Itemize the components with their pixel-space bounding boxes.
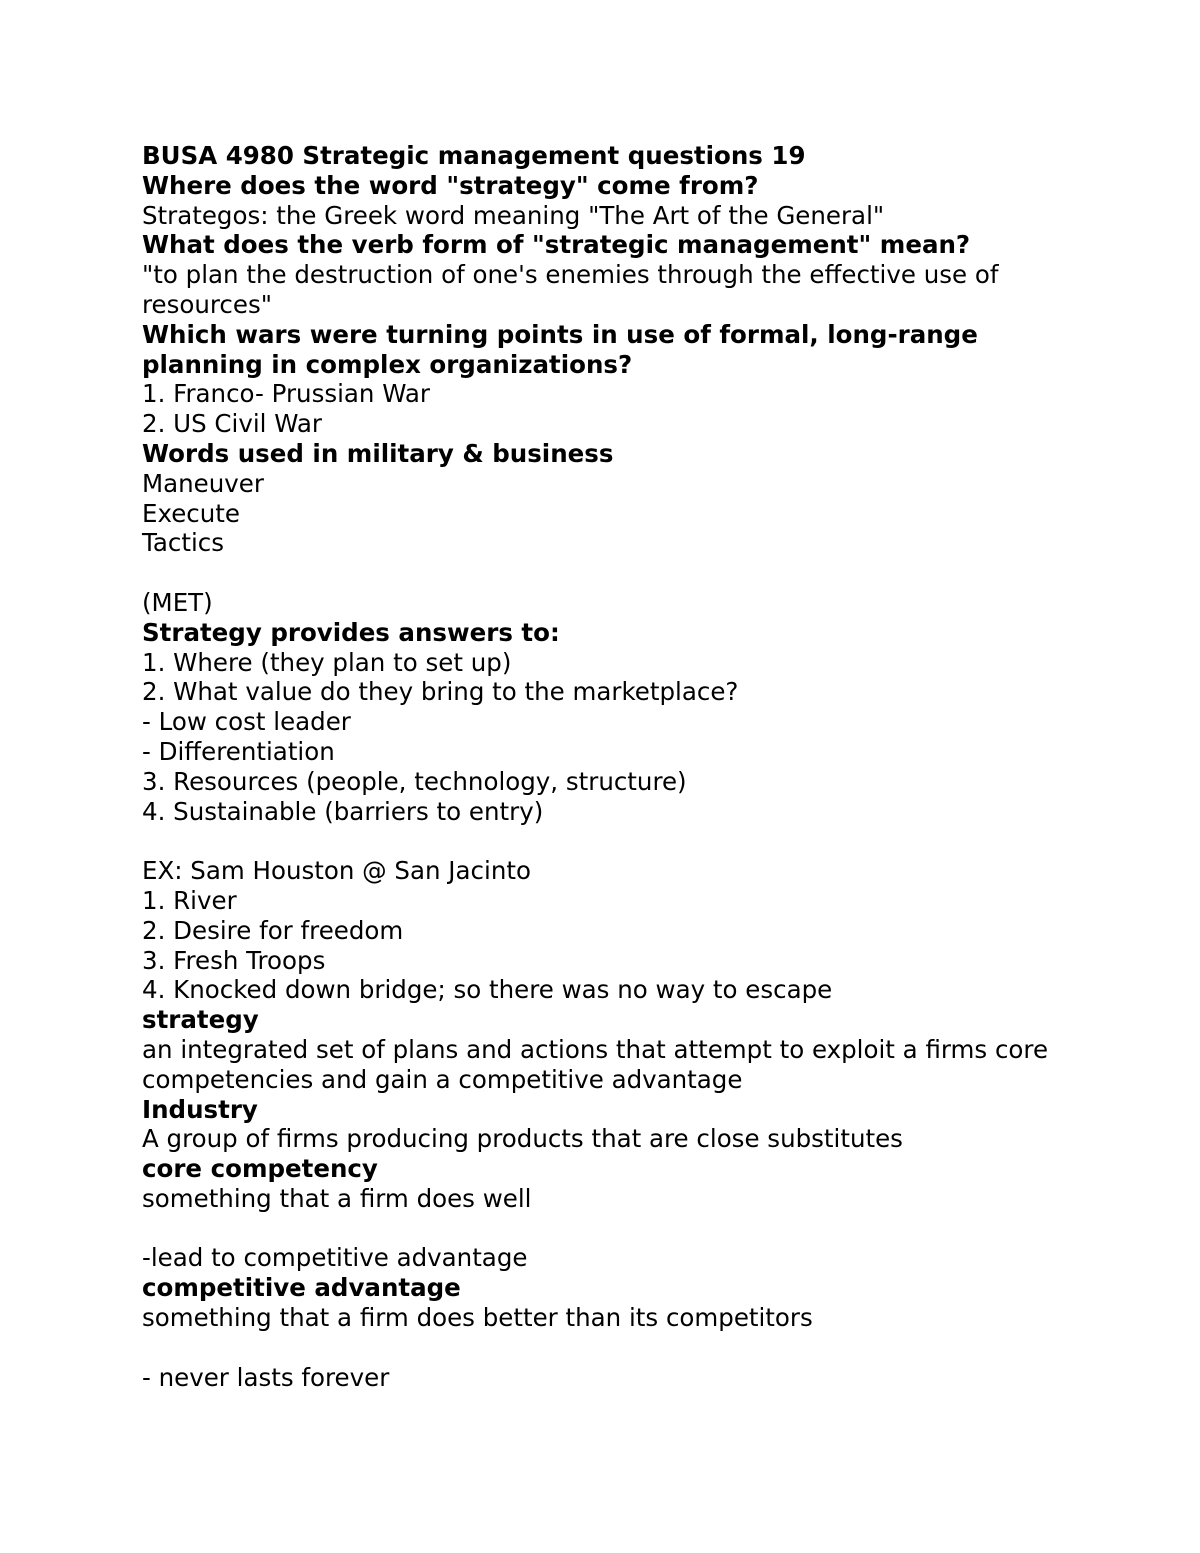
answer-text: - Low cost leader [142,707,351,737]
answer-text: Tactics [142,528,225,558]
answer-text: A group of firms producing products that are close substitutes [142,1124,903,1154]
answer-text: something that a firm does well [142,1183,532,1213]
question-heading: Words used in military & business [142,438,614,468]
answer-text: Execute [142,498,240,528]
answer-text: 1. Franco- Prussian War [142,379,430,409]
answer-text: - Differentiation [142,736,335,766]
answer-text: "to plan the destruction of one's enemies through the effective use of resources" [142,260,1007,319]
answer-text: EX: Sam Houston @ San Jacinto [142,856,531,886]
document-body [142,171,1102,1393]
answer-text: Maneuver [142,468,264,498]
answer-text: 3. Resources (people, technology, structure) [142,766,687,796]
answer-text: - never lasts forever [142,1362,390,1392]
answer-text: 1. Where (they plan to set up) [142,647,512,677]
answer-text: (MET) [142,587,213,617]
answer-text: 2. What value do they bring to the marketplace? [142,677,739,707]
answer-text: 2. US Civil War [142,409,322,439]
document-title: BUSA 4980 Strategic management questions 19 [142,141,806,170]
blank-line [142,826,1102,856]
answer-text: 4. Sustainable (barriers to entry) [142,796,544,826]
question-heading: core competency [142,1154,378,1184]
question-heading: competitive advantage [142,1273,461,1303]
blank-line [142,558,1102,588]
question-heading: strategy [142,1005,259,1035]
answer-text: 1. River [142,885,237,915]
answer-text: 3. Fresh Troops [142,945,326,975]
answer-text: Strategos: the Greek word meaning "The Art of the General" [142,200,885,230]
blank-line [142,1214,1102,1244]
question-heading: Where does the word "strategy" come from? [142,170,759,200]
question-heading: Industry [142,1094,258,1124]
document-page [142,141,1102,1392]
question-heading: Strategy provides answers to: [142,617,560,647]
answer-text: 4. Knocked down bridge; so there was no way to escape [142,975,833,1005]
answer-text: something that a firm does better than its competitors [142,1303,813,1333]
answer-text: an integrated set of plans and actions that attempt to exploit a firms core competencies and gain a competitive advantage [142,1034,1056,1094]
answer-text: -lead to competitive advantage [142,1243,528,1273]
question-heading: Which wars were turning points in use of formal, long-range planning in complex organizations? [142,319,987,379]
question-heading: What does the verb form of "strategic management" mean? [142,230,971,260]
blank-line [142,1333,1102,1363]
answer-text: 2. Desire for freedom [142,915,404,945]
